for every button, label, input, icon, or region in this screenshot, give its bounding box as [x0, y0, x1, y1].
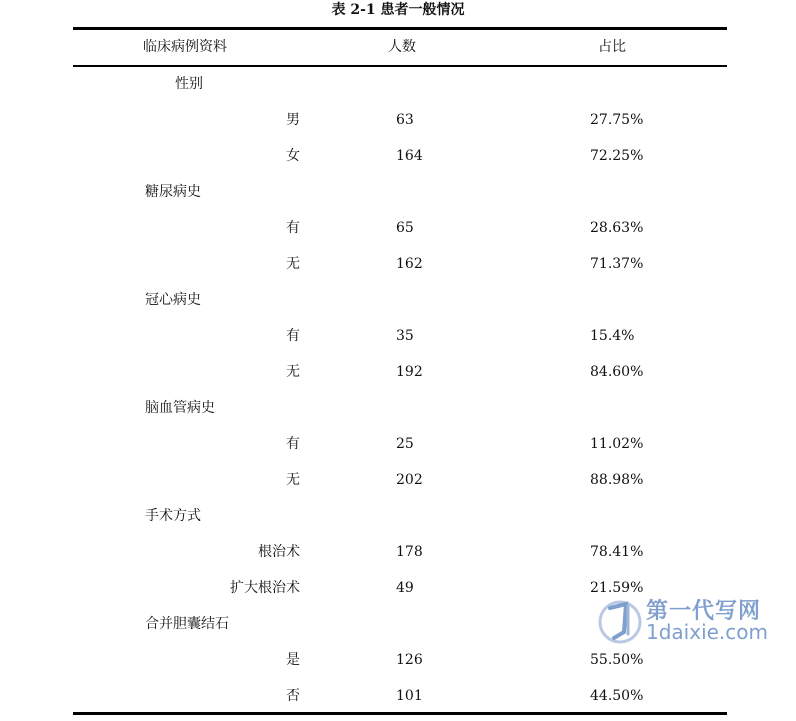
table-row [0, 210, 796, 246]
watermark [596, 592, 786, 652]
subcategory-label: 男 [286, 112, 300, 128]
percentage-cell: 44.50% [590, 688, 644, 704]
subcategory-label: 根治术 [258, 544, 300, 560]
table-row [0, 354, 796, 390]
table-group-row [0, 498, 796, 534]
table-group-row [0, 174, 796, 210]
percentage-cell: 28.63% [590, 220, 644, 236]
table-row [0, 102, 796, 138]
category-label: 合并胆囊结石 [145, 616, 229, 632]
table-row [0, 426, 796, 462]
table-row [0, 678, 796, 714]
header-count: 人数 [388, 39, 416, 55]
count-cell: 63 [396, 112, 414, 128]
percentage-cell: 84.60% [590, 364, 644, 380]
percentage-cell: 72.25% [590, 148, 644, 164]
count-cell: 25 [396, 436, 414, 452]
subcategory-label: 女 [286, 148, 300, 164]
table-group-row [0, 282, 796, 318]
count-cell: 101 [396, 688, 423, 704]
watermark-text-cn: 第一代写网 [646, 599, 762, 624]
percentage-cell: 71.37% [590, 256, 644, 272]
category-label: 性别 [175, 76, 203, 92]
count-cell: 126 [396, 652, 423, 668]
percentage-cell: 15.4% [590, 328, 635, 344]
count-cell: 49 [396, 580, 414, 596]
category-label: 手术方式 [145, 508, 201, 524]
category-label: 脑血管病史 [145, 400, 215, 416]
subcategory-label: 有 [286, 436, 300, 452]
watermark-logo-icon [596, 592, 646, 652]
table-group-row [0, 66, 796, 102]
table-row [0, 462, 796, 498]
subcategory-label: 无 [286, 256, 300, 272]
subcategory-label: 有 [286, 328, 300, 344]
table-bottom-rule [73, 712, 727, 715]
subcategory-label: 无 [286, 472, 300, 488]
subcategory-label: 无 [286, 364, 300, 380]
table-row [0, 318, 796, 354]
count-cell: 35 [396, 328, 414, 344]
count-cell: 202 [396, 472, 423, 488]
table-row [0, 534, 796, 570]
count-cell: 65 [396, 220, 414, 236]
watermark-text-url: 1daixie.com [646, 620, 769, 644]
subcategory-label: 扩大根治术 [230, 580, 300, 596]
percentage-cell: 21.59% [590, 580, 644, 596]
category-label: 糖尿病史 [145, 184, 201, 200]
percentage-cell: 11.02% [590, 436, 644, 452]
percentage-cell: 27.75% [590, 112, 644, 128]
percentage-cell: 88.98% [590, 472, 644, 488]
subcategory-label: 是 [286, 652, 300, 668]
subcategory-label: 有 [286, 220, 300, 236]
count-cell: 192 [396, 364, 423, 380]
count-cell: 178 [396, 544, 423, 560]
subcategory-label: 否 [286, 688, 300, 704]
table-row [0, 246, 796, 282]
percentage-cell: 78.41% [590, 544, 644, 560]
header-percentage: 占比 [598, 39, 626, 55]
category-label: 冠心病史 [145, 292, 201, 308]
percentage-cell: 55.50% [590, 652, 644, 668]
header-clinical-data: 临床病例资料 [143, 39, 227, 55]
table-caption: 表 2-1 患者一般情况 [331, 2, 465, 18]
table-row [0, 138, 796, 174]
count-cell: 164 [396, 148, 423, 164]
table-group-row [0, 390, 796, 426]
count-cell: 162 [396, 256, 423, 272]
